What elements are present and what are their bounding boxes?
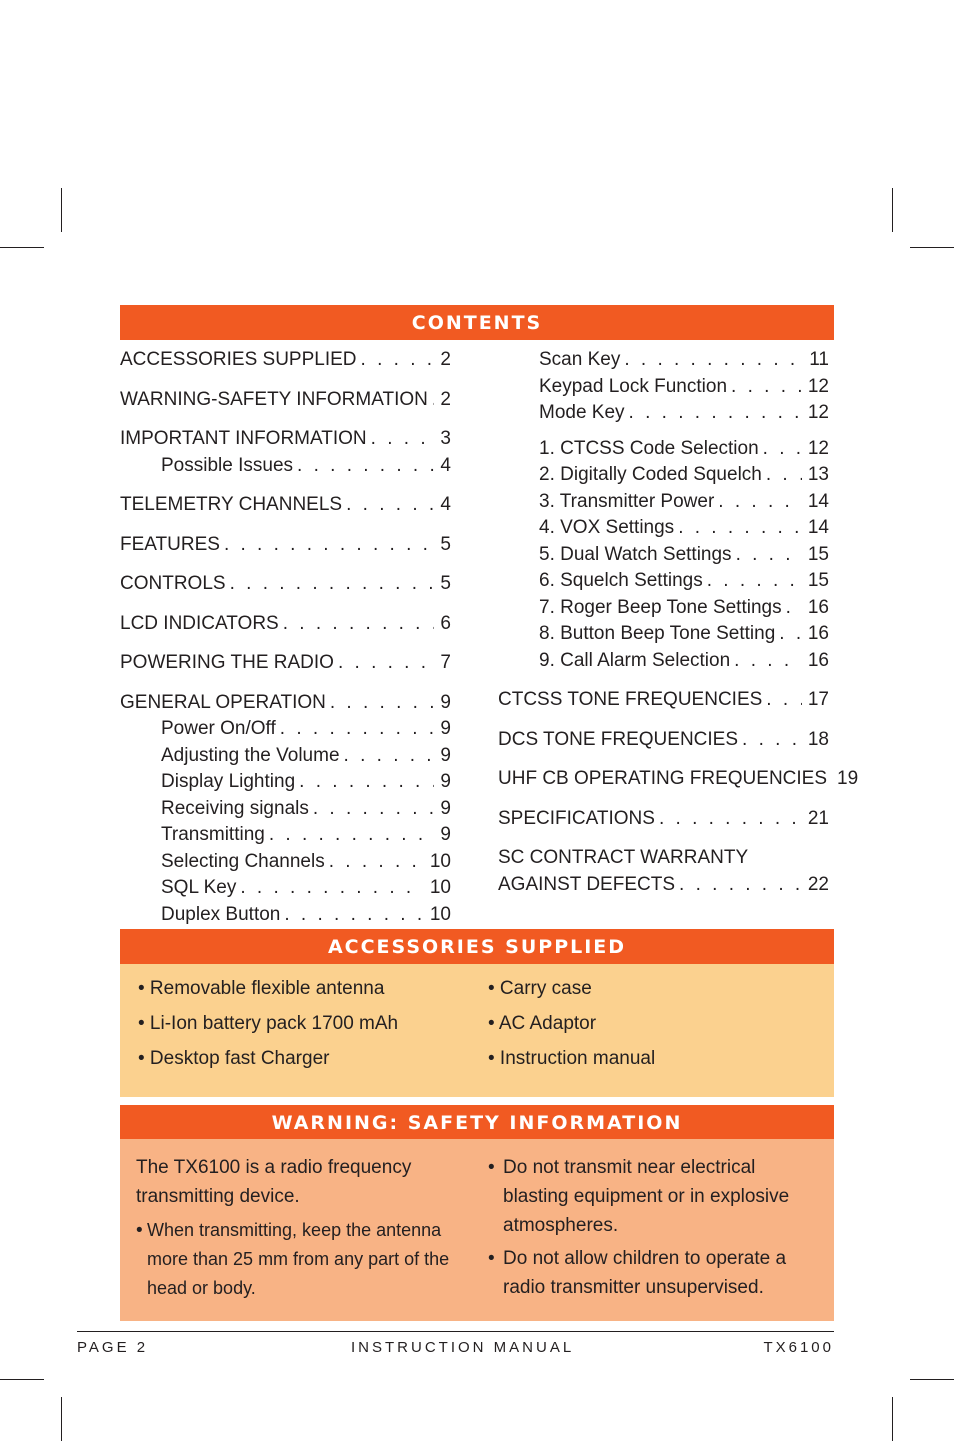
crop-mark (0, 1379, 44, 1380)
toc-entry-page: 11 (809, 349, 829, 370)
footer-title: INSTRUCTION MANUAL (351, 1339, 575, 1356)
crop-mark (61, 1397, 62, 1441)
toc-entry-label: SC CONTRACT WARRANTY (498, 847, 749, 868)
warning-heading: WARNING: SAFETY INFORMATION (120, 1105, 834, 1140)
toc-subentry[interactable] (498, 648, 829, 675)
toc-spacer (498, 832, 829, 845)
toc-entry-label: 5. Dual Watch Settings (539, 543, 732, 565)
toc-spacer (120, 519, 451, 532)
toc-entry[interactable] (120, 387, 451, 414)
toc-entry-page: 3 (440, 428, 451, 449)
toc-entry-page: 10 (429, 903, 451, 925)
toc-entry[interactable] (120, 492, 451, 519)
toc-entry-page: 2 (440, 349, 451, 370)
toc-entry-page: 10 (429, 877, 451, 898)
footer-page-number: PAGE 2 (77, 1339, 149, 1356)
toc-entry-label: 9. Call Alarm Selection (539, 649, 731, 671)
toc-spacer (120, 374, 451, 387)
toc-entry-label: 2. Digitally Coded Squelch (539, 464, 762, 485)
toc-entry[interactable] (120, 426, 451, 453)
toc-entry-label: Power On/Off (161, 718, 276, 739)
toc-leader-dots (782, 595, 802, 622)
toc-spacer (120, 479, 451, 492)
toc-subentry[interactable] (120, 902, 451, 929)
toc-entry-page: 9 (440, 718, 451, 739)
toc-entry-label: Duplex Button (161, 903, 281, 925)
toc-entry-page: 9 (440, 824, 451, 845)
toc-entry-label: AGAINST DEFECTS (498, 873, 676, 895)
toc-subentry[interactable] (498, 515, 829, 542)
toc-entry-page: 14 (807, 517, 829, 538)
toc-entry-label: Receiving signals (161, 797, 309, 819)
toc-entry-page: 5 (440, 573, 451, 594)
toc-entry-page: 10 (429, 850, 451, 872)
warning-bullet-text: Do not allow children to operate a radio transmitter unsupervised. (503, 1248, 787, 1298)
accessory-item: • Li-Ion battery pack 1700 mAh (138, 1013, 399, 1034)
toc-entry-label: CONTROLS (120, 573, 226, 594)
toc-entry-page: 15 (807, 543, 829, 565)
warning-bullet (136, 1216, 451, 1303)
toc-leader-dots (775, 621, 802, 648)
toc-entry[interactable] (120, 611, 451, 638)
toc-spacer (120, 598, 451, 611)
warning-bullet-text: When transmitting, keep the antenna more than 25 mm from any part of the head or body. (147, 1220, 450, 1298)
toc-leader-dots (625, 400, 802, 427)
footer-model: TX6100 (763, 1339, 834, 1356)
toc-entry-page: 15 (807, 570, 829, 591)
toc-entry-page: 9 (440, 797, 451, 819)
toc-entry-label: CTCSS TONE FREQUENCIES (498, 689, 763, 710)
toc-subentry[interactable] (120, 716, 451, 743)
toc-subentry[interactable] (498, 595, 829, 622)
accessories-heading: ACCESSORIES SUPPLIED (120, 929, 834, 964)
toc-entry[interactable] (498, 766, 859, 793)
bullet-icon: • (488, 1157, 495, 1178)
toc-entry-page: 22 (807, 873, 829, 895)
toc-entry-label: Transmitting (161, 824, 265, 845)
toc-entry[interactable] (498, 727, 829, 754)
footer-rule (77, 1331, 834, 1332)
accessories-panel (120, 964, 834, 1097)
toc-leader-dots (655, 806, 802, 833)
toc-entry-page: 17 (807, 689, 829, 710)
toc-entry-page: 12 (807, 402, 829, 423)
toc-entry-page: 6 (440, 612, 451, 634)
toc-entry-page: 13 (807, 464, 829, 485)
toc-leader-dots (357, 347, 435, 374)
toc-entry-label: 7. Roger Beep Tone Settings (539, 596, 782, 618)
toc-leader-dots (703, 568, 802, 595)
toc-subentry[interactable] (498, 436, 829, 463)
toc-leader-dots (220, 532, 434, 559)
crop-mark (892, 1397, 893, 1441)
toc-entry-page: 4 (440, 494, 451, 515)
accessory-item: • Removable flexible antenna (138, 978, 385, 999)
toc-spacer (120, 558, 451, 571)
toc-entry[interactable] (498, 872, 829, 899)
accessory-item: • AC Adaptor (488, 1013, 597, 1034)
toc-entry-label: TELEMETRY CHANNELS (120, 494, 343, 515)
toc-spacer (498, 714, 829, 727)
crop-mark (910, 247, 954, 248)
toc-left-column (120, 347, 451, 928)
toc-entry-label: SQL Key (161, 877, 237, 898)
toc-spacer (498, 793, 829, 806)
warning-panel (120, 1139, 834, 1321)
toc-spacer (120, 677, 451, 690)
toc-entry-label: Display Lighting (161, 771, 296, 792)
toc-entry[interactable] (120, 650, 451, 677)
toc-entry-page: 19 (837, 768, 859, 789)
accessory-item: • Desktop fast Charger (138, 1048, 330, 1069)
toc-spacer (120, 413, 451, 426)
toc-leader-dots (714, 489, 802, 516)
toc-entry[interactable] (120, 690, 451, 717)
toc-entry-label: Keypad Lock Function (539, 375, 728, 397)
toc-entry-page: 14 (807, 490, 829, 512)
warning-intro: The TX6100 is a radio frequency transmitting device. (136, 1157, 412, 1207)
toc-entry-page: 5 (440, 533, 451, 555)
toc-entry[interactable] (120, 532, 451, 559)
toc-entry-label: 8. Button Beep Tone Setting (539, 623, 776, 644)
toc-leader-dots (293, 453, 434, 480)
toc-entry-label: Mode Key (539, 402, 625, 423)
toc-subentry[interactable] (120, 822, 451, 849)
toc-subentry[interactable] (120, 453, 451, 480)
toc-entry-label: FEATURES (120, 533, 220, 555)
toc-right-column (498, 347, 859, 898)
toc-entry[interactable] (498, 845, 829, 872)
toc-entry-page: 9 (440, 691, 451, 713)
accessory-item: • Carry case (488, 978, 592, 999)
warning-right-column (488, 1153, 808, 1302)
toc-entry-label: UHF CB OPERATING FREQUENCIES (498, 768, 828, 789)
toc-subentry[interactable] (120, 875, 451, 902)
toc-entry-label: Adjusting the Volume (161, 744, 340, 766)
bullet-icon: • (136, 1220, 143, 1241)
toc-entry-label: GENERAL OPERATION (120, 691, 326, 713)
toc-leader-dots (762, 462, 802, 489)
warning-bullet-text: Do not transmit near electrical blasting equipment or in explosive atmospheres. (503, 1157, 790, 1236)
toc-entry-page: 2 (440, 388, 451, 410)
toc-leader-dots (295, 769, 434, 796)
toc-entry[interactable] (498, 687, 829, 714)
toc-leader-dots (265, 822, 435, 849)
toc-entry[interactable] (120, 571, 451, 598)
toc-entry-label: Possible Issues (161, 454, 294, 476)
crop-mark (892, 188, 893, 232)
toc-subentry[interactable] (498, 347, 829, 374)
toc-entry-page: 4 (440, 454, 451, 476)
toc-leader-dots (236, 875, 424, 902)
toc-entry-page: 12 (807, 437, 829, 459)
toc-leader-dots (325, 849, 424, 876)
toc-spacer (498, 753, 829, 766)
toc-subentry[interactable] (120, 769, 451, 796)
toc-entry-page: 16 (807, 623, 829, 644)
crop-mark (61, 188, 62, 232)
toc-leader-dots (340, 743, 435, 770)
crop-mark (910, 1379, 954, 1380)
toc-entry-label: 1. CTCSS Code Selection (539, 437, 759, 459)
toc-entry-page: 9 (440, 744, 451, 766)
toc-entry-page: 16 (807, 596, 829, 618)
toc-leader-dots (226, 571, 435, 598)
toc-subentry[interactable] (498, 489, 829, 516)
toc-leader-dots (675, 872, 802, 899)
warning-left-column (136, 1153, 451, 1303)
toc-entry-page: 21 (807, 807, 829, 829)
toc-entry-label: 4. VOX Settings (539, 517, 675, 538)
toc-entry-label: LCD INDICATORS (120, 612, 279, 634)
toc-entry-label: SPECIFICATIONS (498, 807, 655, 829)
warning-bullet (488, 1153, 808, 1240)
toc-leader-dots (738, 727, 802, 754)
toc-entry[interactable] (498, 806, 829, 833)
contents-heading: CONTENTS (120, 305, 834, 340)
toc-entry-label: 6. Squelch Settings (539, 570, 703, 591)
warning-bullet (488, 1244, 808, 1302)
toc-entry-page: 7 (440, 652, 451, 673)
accessory-item: • Instruction manual (488, 1048, 656, 1069)
toc-entry-page: 16 (807, 649, 829, 671)
toc-leader-dots (326, 690, 435, 717)
toc-leader-dots (367, 426, 435, 453)
toc-leader-dots (762, 687, 802, 714)
toc-subentry[interactable] (498, 400, 829, 427)
toc-leader-dots (727, 374, 802, 401)
toc-spacer (120, 637, 451, 650)
toc-spacer (498, 427, 829, 436)
toc-subentry[interactable] (498, 621, 829, 648)
toc-entry-label: 3. Transmitter Power (539, 490, 715, 512)
toc-entry[interactable] (120, 347, 451, 374)
toc-subentry[interactable] (498, 568, 829, 595)
toc-subentry[interactable] (498, 462, 829, 489)
toc-leader-dots (279, 611, 435, 638)
toc-entry-page: 12 (807, 375, 829, 397)
toc-leader-dots (759, 436, 802, 463)
toc-entry-page: 18 (807, 728, 829, 750)
toc-entry-label: ACCESSORIES SUPPLIED (120, 349, 357, 370)
toc-leader-dots (334, 650, 434, 677)
toc-entry-label: WARNING-SAFETY INFORMATION (120, 388, 428, 410)
toc-entry-label: Scan Key (539, 349, 621, 370)
toc-spacer (498, 674, 829, 687)
toc-entry-label: Selecting Channels (161, 850, 325, 872)
toc-subentry[interactable] (498, 374, 829, 401)
crop-mark (0, 247, 44, 248)
toc-entry-label: POWERING THE RADIO (120, 652, 334, 673)
toc-leader-dots (309, 796, 435, 823)
toc-subentry[interactable] (120, 796, 451, 823)
toc-entry-label: DCS TONE FREQUENCIES (498, 728, 739, 750)
toc-leader-dots (730, 648, 802, 675)
toc-leader-dots (342, 492, 434, 519)
toc-subentry[interactable] (120, 743, 451, 770)
toc-subentry[interactable] (120, 849, 451, 876)
toc-leader-dots (674, 515, 802, 542)
toc-leader-dots (620, 347, 803, 374)
toc-leader-dots (280, 902, 424, 929)
toc-entry-page: 9 (440, 771, 451, 792)
toc-entry-label: IMPORTANT INFORMATION (120, 428, 367, 449)
toc-subentry[interactable] (498, 542, 829, 569)
toc-leader-dots (732, 542, 802, 569)
toc-leader-dots (276, 716, 435, 743)
bullet-icon: • (488, 1248, 495, 1269)
